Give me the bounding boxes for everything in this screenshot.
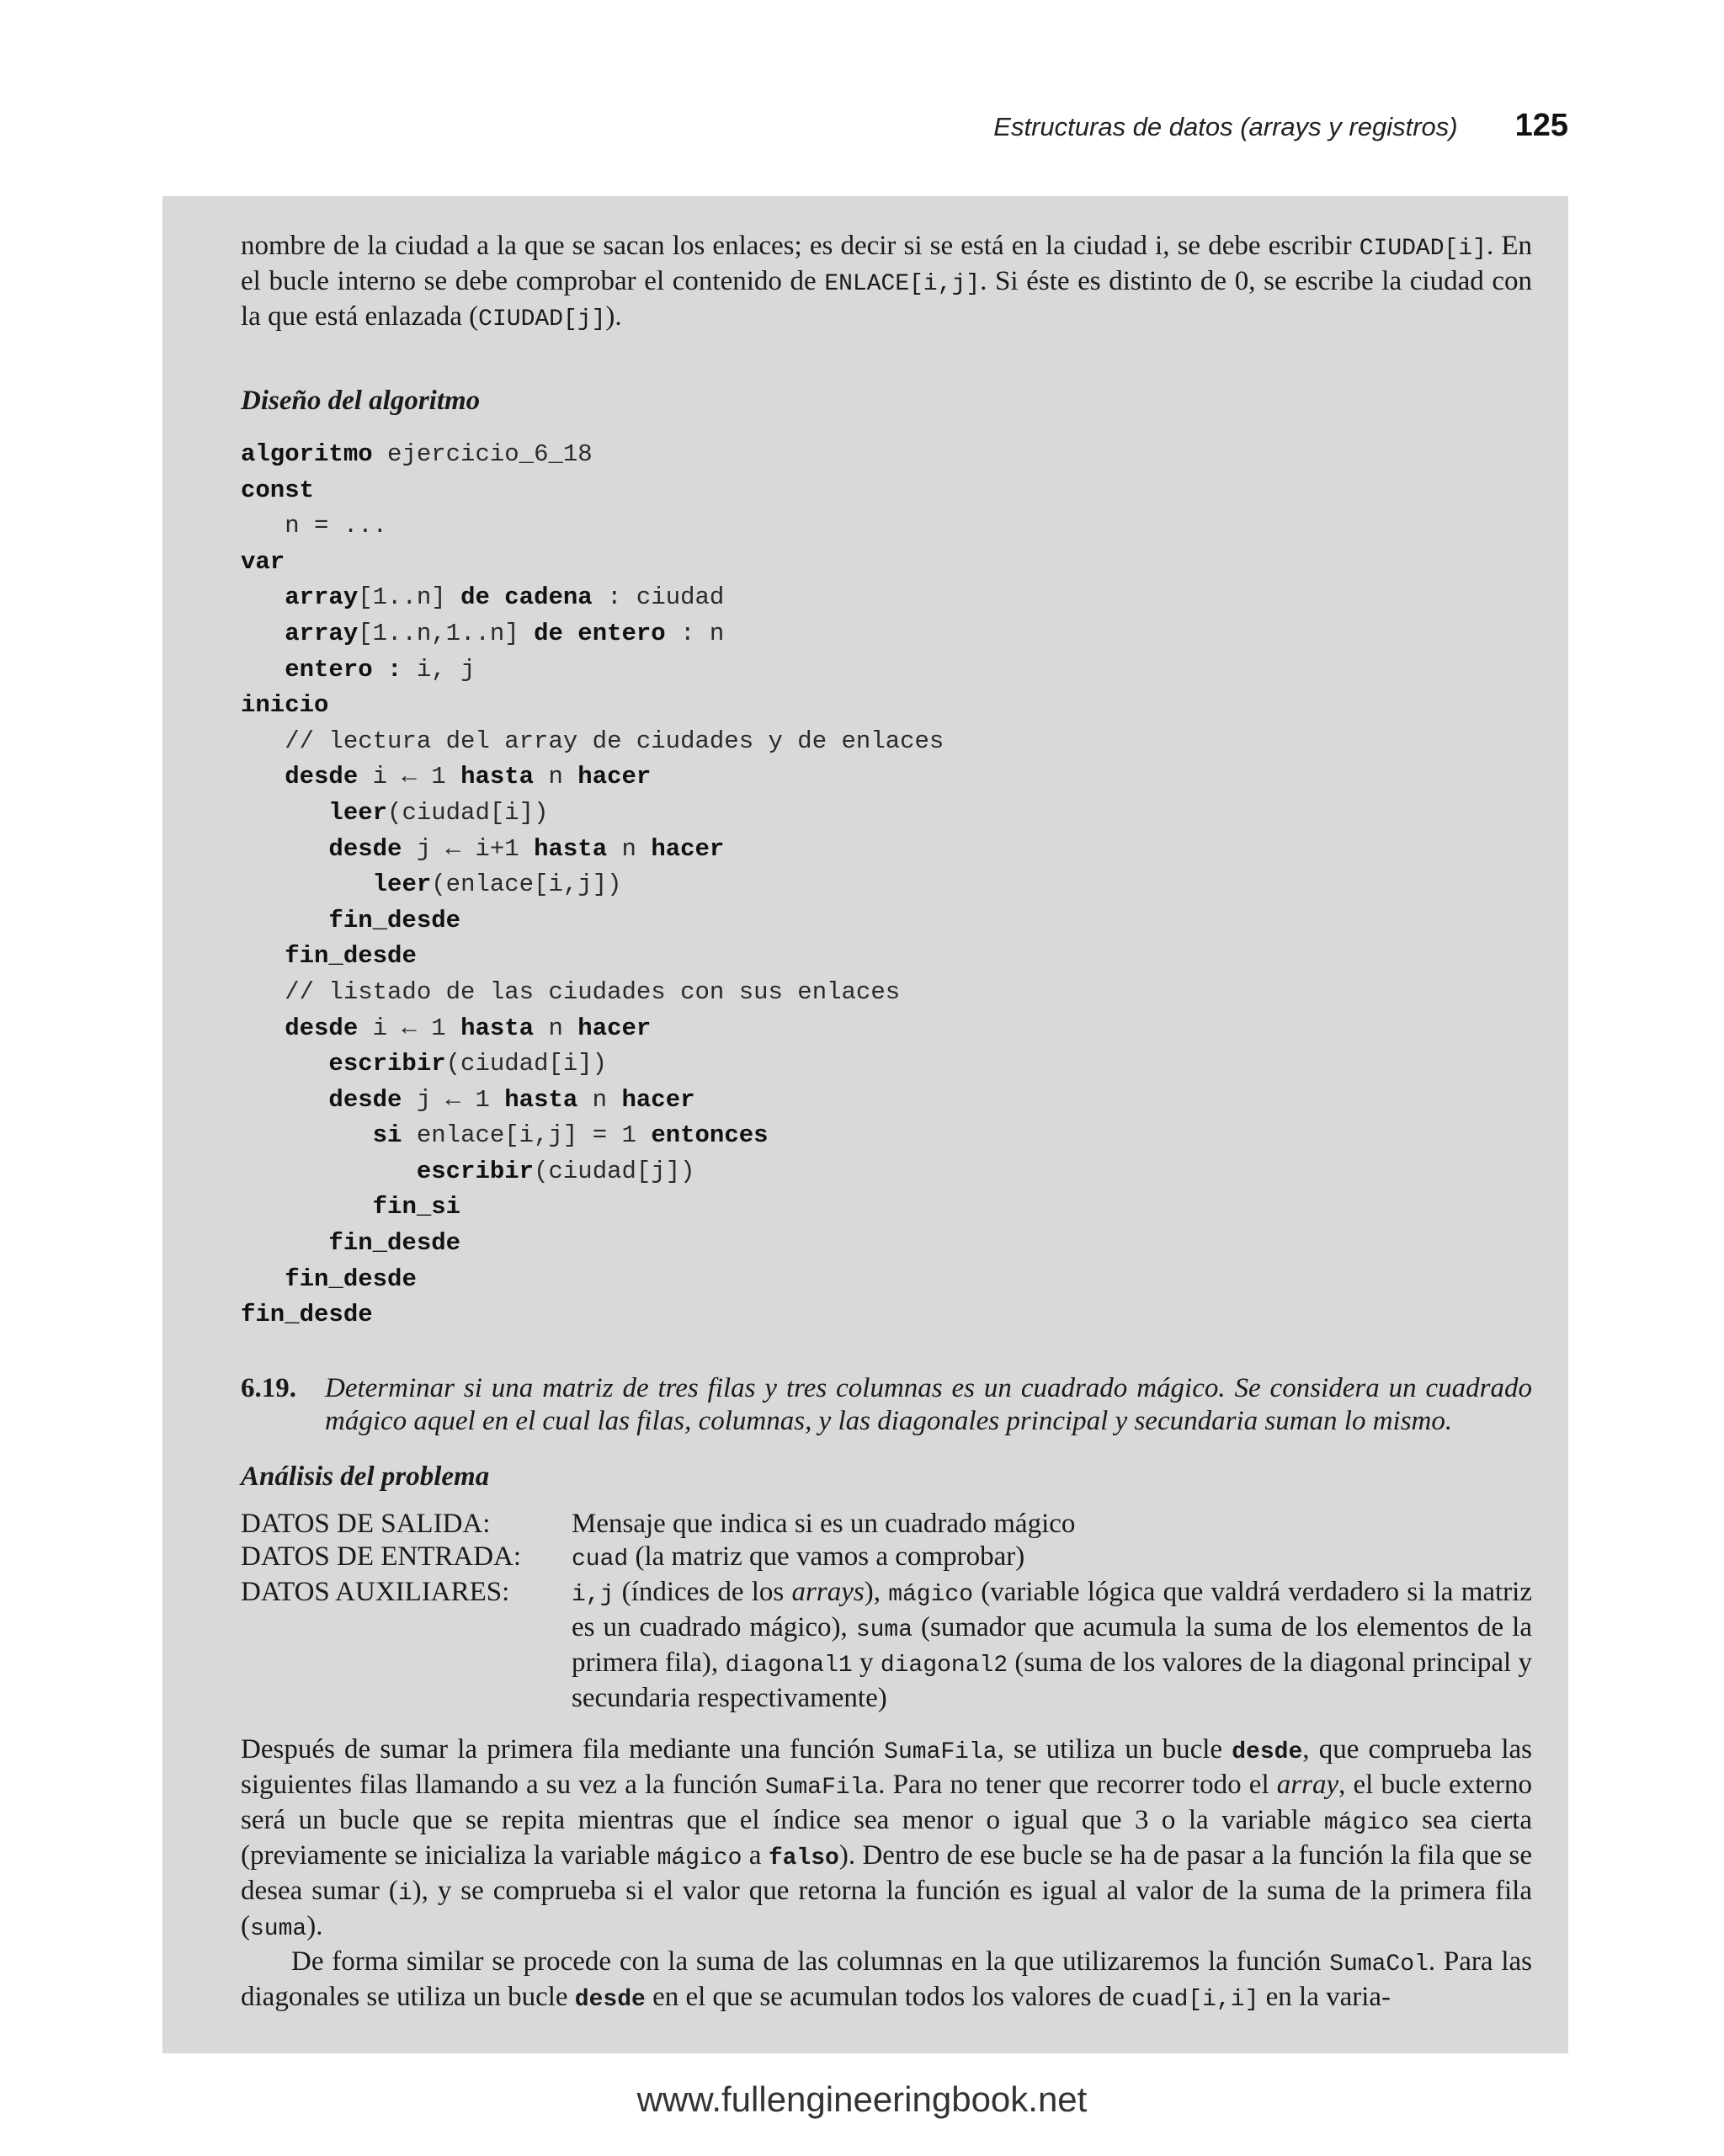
body-paragraph: De forma similar se procede con la suma de las columnas en la que utilizaremos la función SumaCol. Para las diagonales se utiliza un bucle desde en el que se acumulan todos los valores de cuad[i,i] en la varia- (241, 1946, 1532, 2013)
running-title: Estructuras de datos (arrays y registros) (993, 112, 1458, 141)
code-line: fin_desde (285, 942, 417, 971)
code-line: // listado de las ciudades con sus enlaces (241, 977, 901, 1006)
footer-url: www.fullengineeringbook.net (636, 2079, 1088, 2119)
code-line: var (241, 547, 285, 576)
section-heading-analysis: Análisis del problema (241, 1461, 490, 1492)
code-line: n = ... (241, 512, 388, 540)
data-value: cuad (la matriz que vamos a comprobar) (572, 1541, 1025, 1573)
text: nombre de la ciudad a la que se sacan los enlaces; es decir si se está en la ciudad i, se debe escribir (241, 231, 1352, 261)
content (241, 230, 1532, 2016)
data-value: Mensaje que indica si es un cuadrado mágico (572, 1508, 1076, 1539)
data-table (241, 1508, 1532, 1715)
code-line: inicio (241, 691, 329, 720)
problem-number: 6.19. (241, 1372, 296, 1403)
code-line: const (241, 476, 315, 504)
code-line: fin_desde (328, 1229, 461, 1258)
section-heading-design: Diseño del algoritmo (241, 386, 481, 416)
intro-paragraph (241, 230, 1532, 336)
text: ). (605, 301, 622, 332)
code-line: array[1..n] de cadena : ciudad (285, 583, 725, 612)
code-line: escribir(ciudad[i]) (328, 1050, 608, 1078)
code-ref: ENLACE[i,j] (824, 271, 981, 297)
code-line: desde i ← 1 hasta n hacer (285, 1014, 652, 1042)
code-line: entero : i, j (285, 655, 476, 684)
text: . Si éste es distinto de 0, se escribe la ciudad con la que está enlazada ( (241, 266, 1532, 332)
code-ref: CIUDAD[i] (1359, 236, 1487, 262)
problem-statement (241, 1372, 1532, 1438)
text: . En el bucle interno se debe comprobar el contenido de (241, 231, 1532, 296)
data-row-input (241, 1541, 1532, 1576)
data-value: i,j (índices de los arrays), mágico (variable lógica que valdrá verdadero si la matriz es un cuadrado mágico), suma (sumador que acumula la suma de los elementos de la primera fila), diagonal1 y diagonal2 (suma de los valores de la diagonal principal y secundaria respectivamente) (572, 1576, 1533, 1713)
data-label: DATOS DE ENTRADA: (241, 1541, 522, 1572)
code-line: leer(enlace[i,j]) (372, 870, 622, 899)
code-line: leer(ciudad[i]) (328, 798, 549, 827)
body-paragraph: Después de sumar la primera fila mediante una función SumaFila, se utiliza un bucle desde, que comprueba las siguientes filas llamando a su vez a la función SumaFila. Para no tener que recorrer todo el array, el bucle externo será un bucle que se repita mientras que el índice sea menor o igual que 3 o la variable mágico sea cierta (previamente se inicializa la variable mágico a falso). Dentro de ese bucle se ha de pasar a la función la fila que se desea sumar (i), y se comprueba si el valor que retorna la función es igual al valor de la suma de la primera fila (suma). (241, 1733, 1533, 1942)
page-number: 125 (1514, 108, 1568, 143)
code-line: fin_desde (241, 1301, 373, 1329)
data-label: DATOS AUXILIARES: (241, 1576, 510, 1607)
problem-text: Determinar si una matriz de tres filas y tres columnas es un cuadrado mágico. Se considera un cuadrado mágico aquel en el cual las filas, columnas, y las diagonales principal y secundaria suman lo mismo. (325, 1372, 1532, 1436)
pseudocode-block (241, 437, 1532, 1334)
code-line: array[1..n,1..n] de entero : n (285, 619, 725, 647)
code-line: desde i ← 1 hasta n hacer (285, 763, 652, 791)
code-line: escribir(ciudad[j]) (416, 1157, 695, 1185)
code-line: fin_si (372, 1193, 461, 1222)
code-line: algoritmo ejercicio_6_18 (241, 440, 593, 468)
data-row-auxiliary (241, 1576, 1532, 1715)
running-head (993, 108, 1568, 144)
code-line: desde j ← 1 hasta n hacer (328, 1085, 695, 1114)
code-line: fin_desde (328, 906, 461, 934)
content-box (162, 196, 1568, 2053)
data-row-output (241, 1508, 1532, 1541)
code-line: desde j ← i+1 hasta n hacer (328, 834, 725, 863)
code-line: // lectura del array de ciudades y de enlaces (241, 727, 944, 755)
code-ref: CIUDAD[j] (478, 306, 606, 333)
data-label: DATOS DE SALIDA: (241, 1508, 491, 1539)
code-line: si enlace[i,j] = 1 entonces (372, 1121, 769, 1150)
code-line: fin_desde (285, 1264, 417, 1293)
